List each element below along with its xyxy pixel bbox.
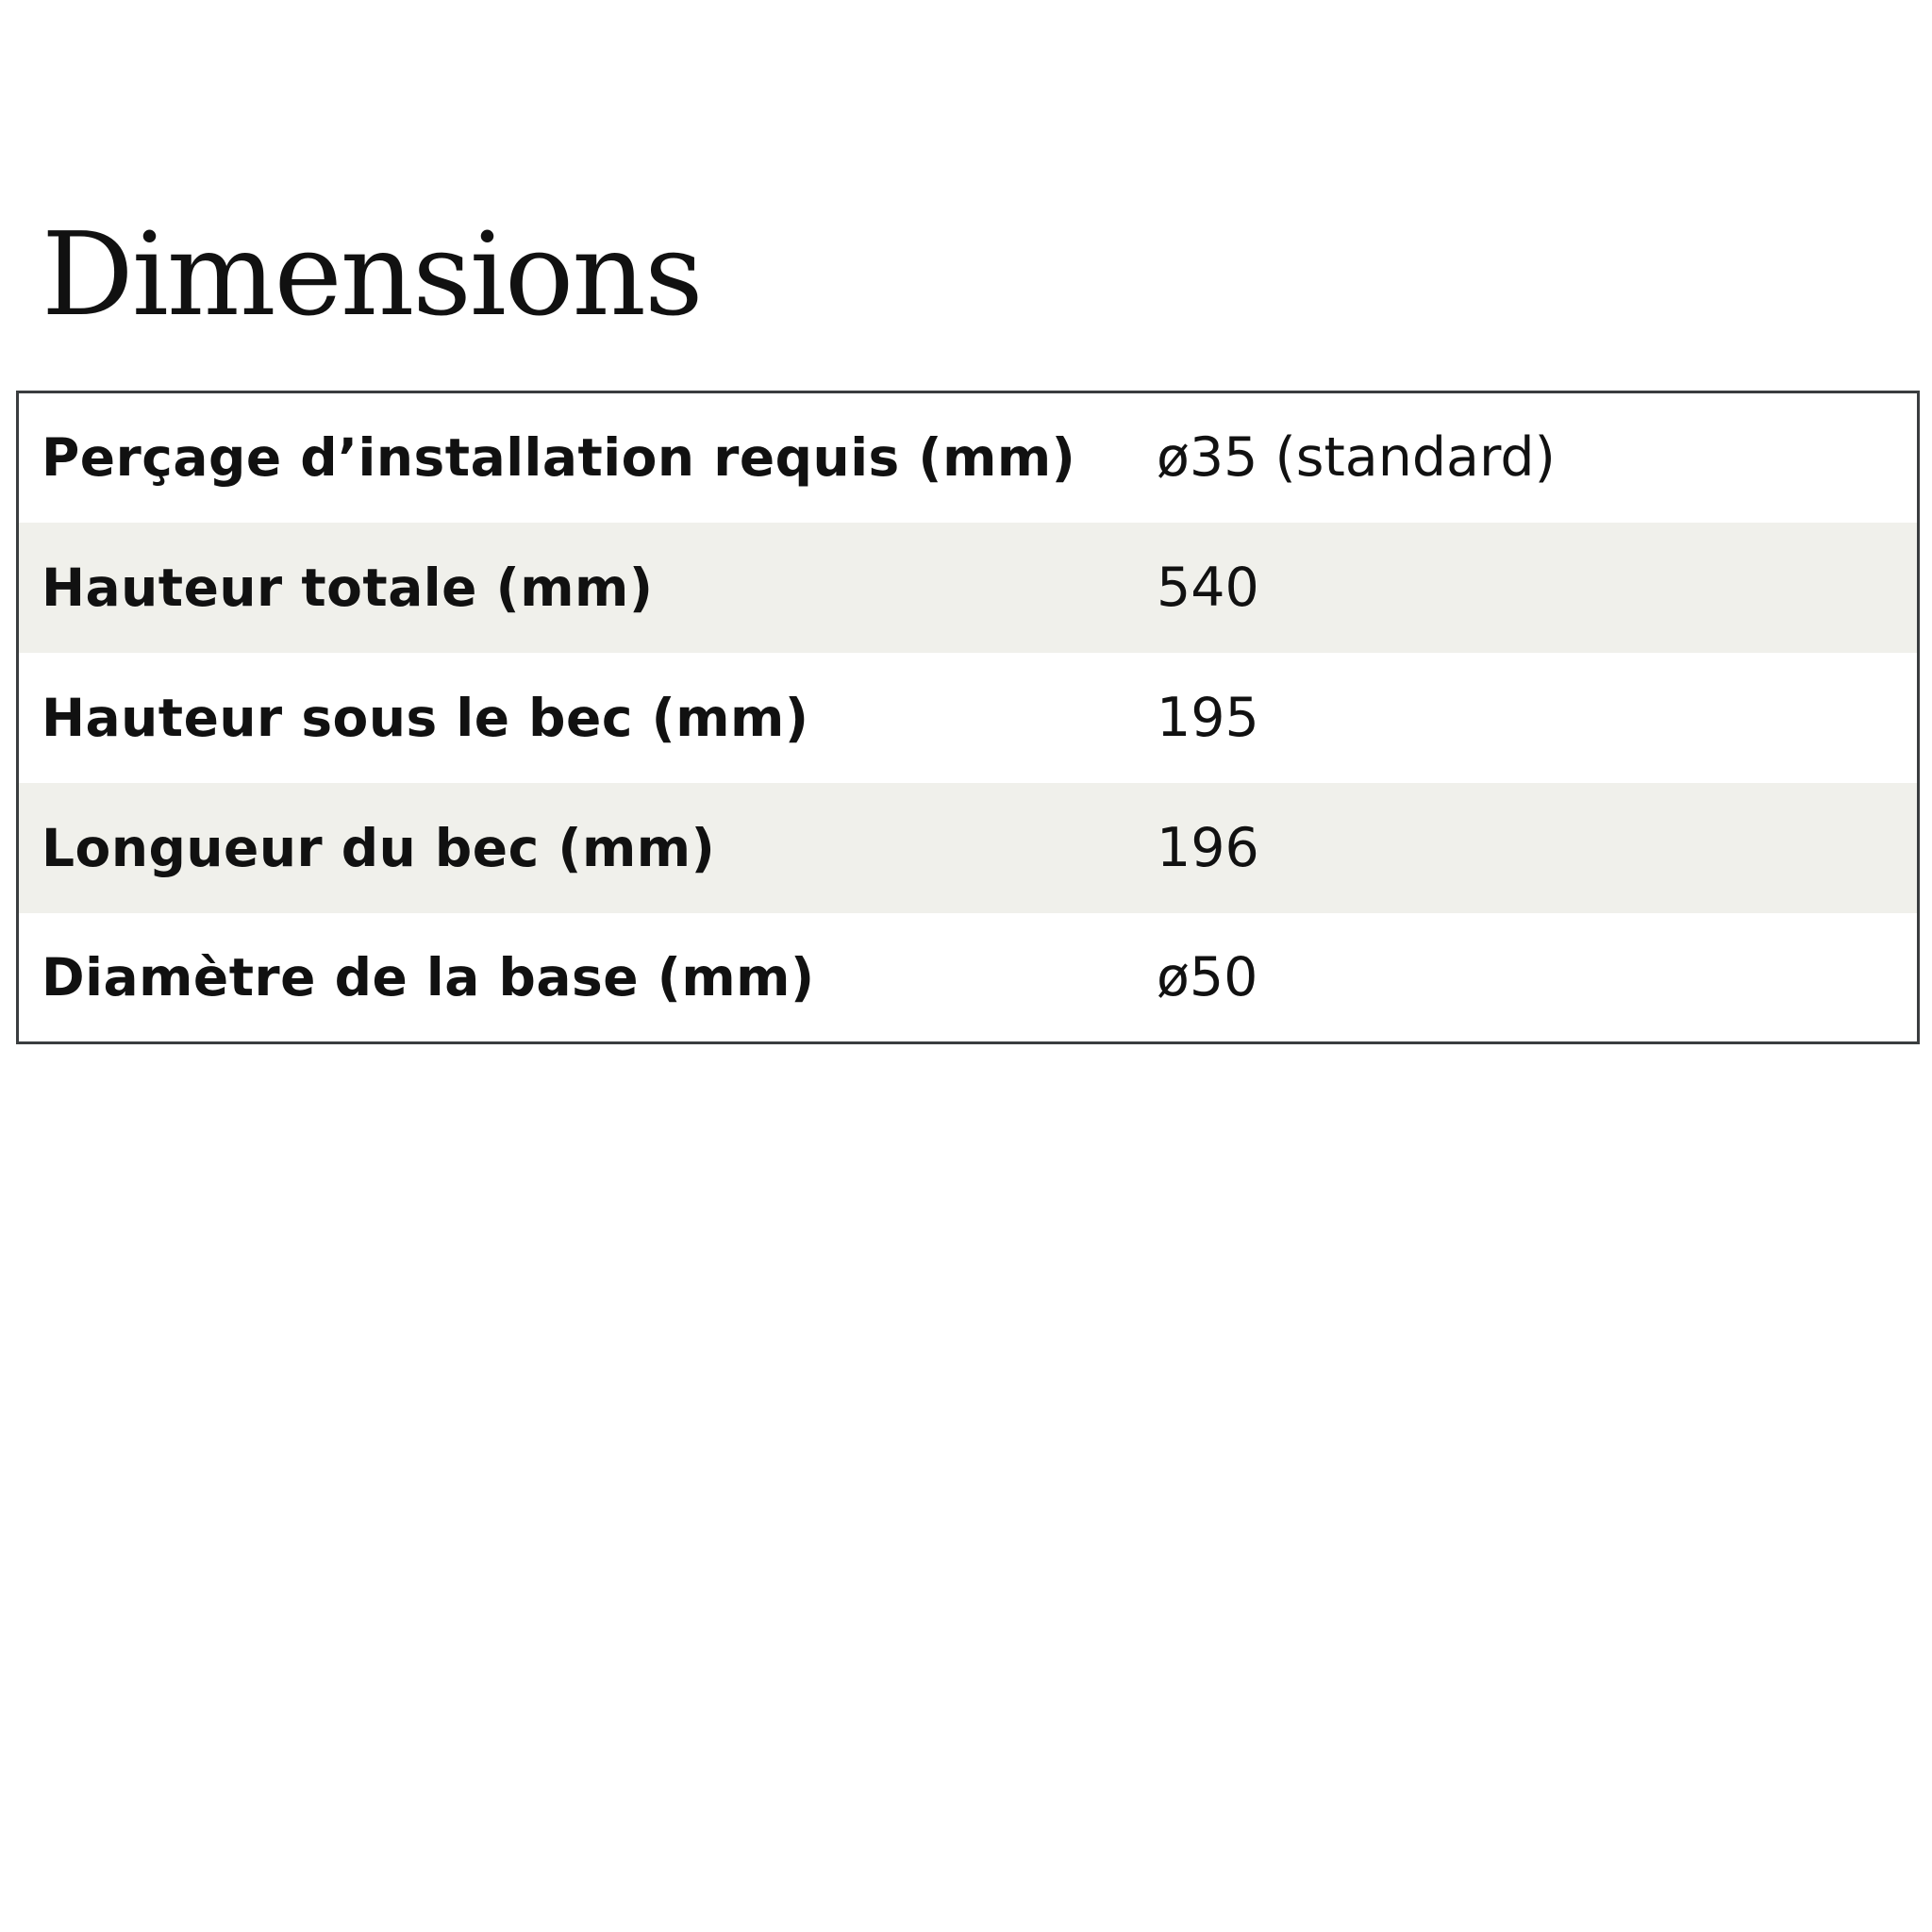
row-value: 195 <box>1157 686 1259 749</box>
table-row <box>18 392 1919 523</box>
row-label: Hauteur totale (mm) <box>42 557 654 618</box>
table-row <box>18 783 1919 913</box>
row-value: 196 <box>1157 816 1259 879</box>
dimensions-table <box>16 391 1920 1044</box>
row-value: ø50 <box>1157 945 1258 1008</box>
row-label: Hauteur sous le bec (mm) <box>42 687 809 748</box>
table-row <box>18 523 1919 653</box>
table-row <box>18 913 1919 1043</box>
row-value: ø35 (standard) <box>1157 426 1556 490</box>
page-title: Dimensions <box>42 208 702 341</box>
row-value: 540 <box>1157 556 1259 619</box>
table-row <box>18 653 1919 783</box>
row-label: Longueur du bec (mm) <box>42 817 716 878</box>
row-label: Perçage d’installation requis (mm) <box>42 427 1076 489</box>
row-label: Diamètre de la base (mm) <box>42 946 815 1008</box>
